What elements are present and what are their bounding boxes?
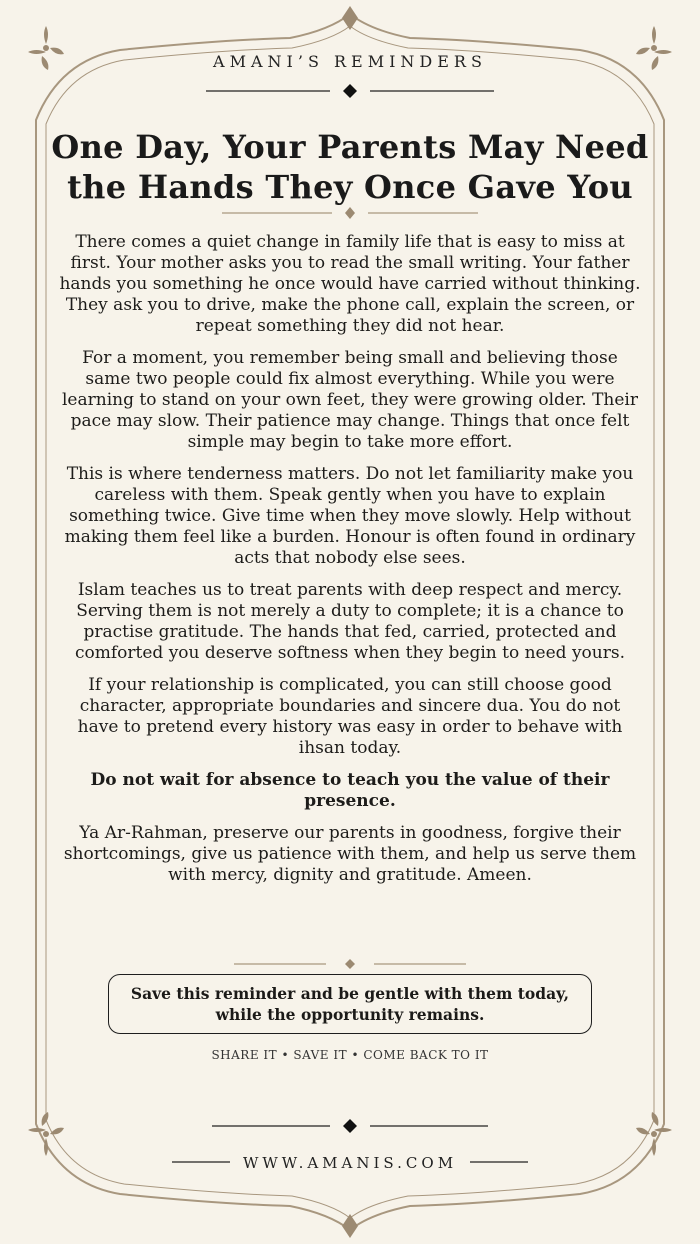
paragraph-3: This is where tenderness matters. Do not let familiarity make you careless with them. Speak gently when you have to explain something twice. Give time when they move slowly. Help without making them feel like a burden. Honour is often found in ordinary acts that nobody else sees. bbox=[64, 464, 636, 568]
website-url: WWW.AMANIS.COM bbox=[242, 1154, 458, 1172]
paragraph-5: If your relationship is complicated, you can still choose good character, appropriate boundaries and sincere dua. You do not have to pretend every history was easy in order to behave with ihsan today. bbox=[77, 675, 623, 758]
page-title bbox=[40, 127, 660, 207]
header-divider bbox=[206, 84, 494, 98]
title-line-2: the Hands They Once Gave You bbox=[67, 168, 633, 206]
bottom-diamond-ornament bbox=[342, 1214, 358, 1238]
cta-line-1: Save this reminder and be gentle with them today, bbox=[130, 984, 570, 1003]
top-diamond-ornament bbox=[342, 6, 358, 30]
footer-divider bbox=[212, 1119, 488, 1133]
paragraph-1: There comes a quiet change in family life that is easy to miss at first. Your mother asks you to read the small writing. Your father hands you something he once would have carried without thinking. They ask you to drive, make the phone call, explain the screen, or repeat something they did not hear. bbox=[59, 232, 641, 336]
share-tagline: SHARE IT • SAVE IT • COME BACK TO IT bbox=[211, 1048, 489, 1062]
title-line-1: One Day, Your Parents May Need bbox=[51, 128, 649, 166]
brand-name: AMANI’S REMINDERS bbox=[213, 52, 487, 71]
paragraph-2: For a moment, you remember being small and believing those same two people could fix almost everything. While you were learning to stand on your own feet, they were growing older. Their pace may slow. Their patience may change. Things that once felt simple may begin to take more effort. bbox=[62, 348, 638, 452]
title-divider bbox=[222, 207, 478, 219]
highlight-quote: Do not wait for absence to teach you the value of their presence. bbox=[90, 770, 610, 811]
cta-divider bbox=[234, 959, 466, 969]
dua-paragraph: Ya Ar-Rahman, preserve our parents in goodness, forgive their shortcomings, give us patience with them, and help us serve them with mercy, dignity and gratitude. Ameen. bbox=[63, 823, 637, 885]
reminder-body bbox=[58, 232, 642, 897]
save-reminder-box bbox=[108, 974, 592, 1034]
corner-flourish-bottom-right bbox=[636, 1112, 672, 1156]
paragraph-4: Islam teaches us to treat parents with deep respect and mercy. Serving them is not merely a duty to complete; it is a chance to practise gratitude. The hands that fed, carried, protected and comforted you deserve softness when they begin to need yours. bbox=[74, 580, 625, 663]
corner-flourish-bottom-left bbox=[28, 1112, 64, 1156]
cta-line-2: while the opportunity remains. bbox=[215, 1005, 485, 1024]
